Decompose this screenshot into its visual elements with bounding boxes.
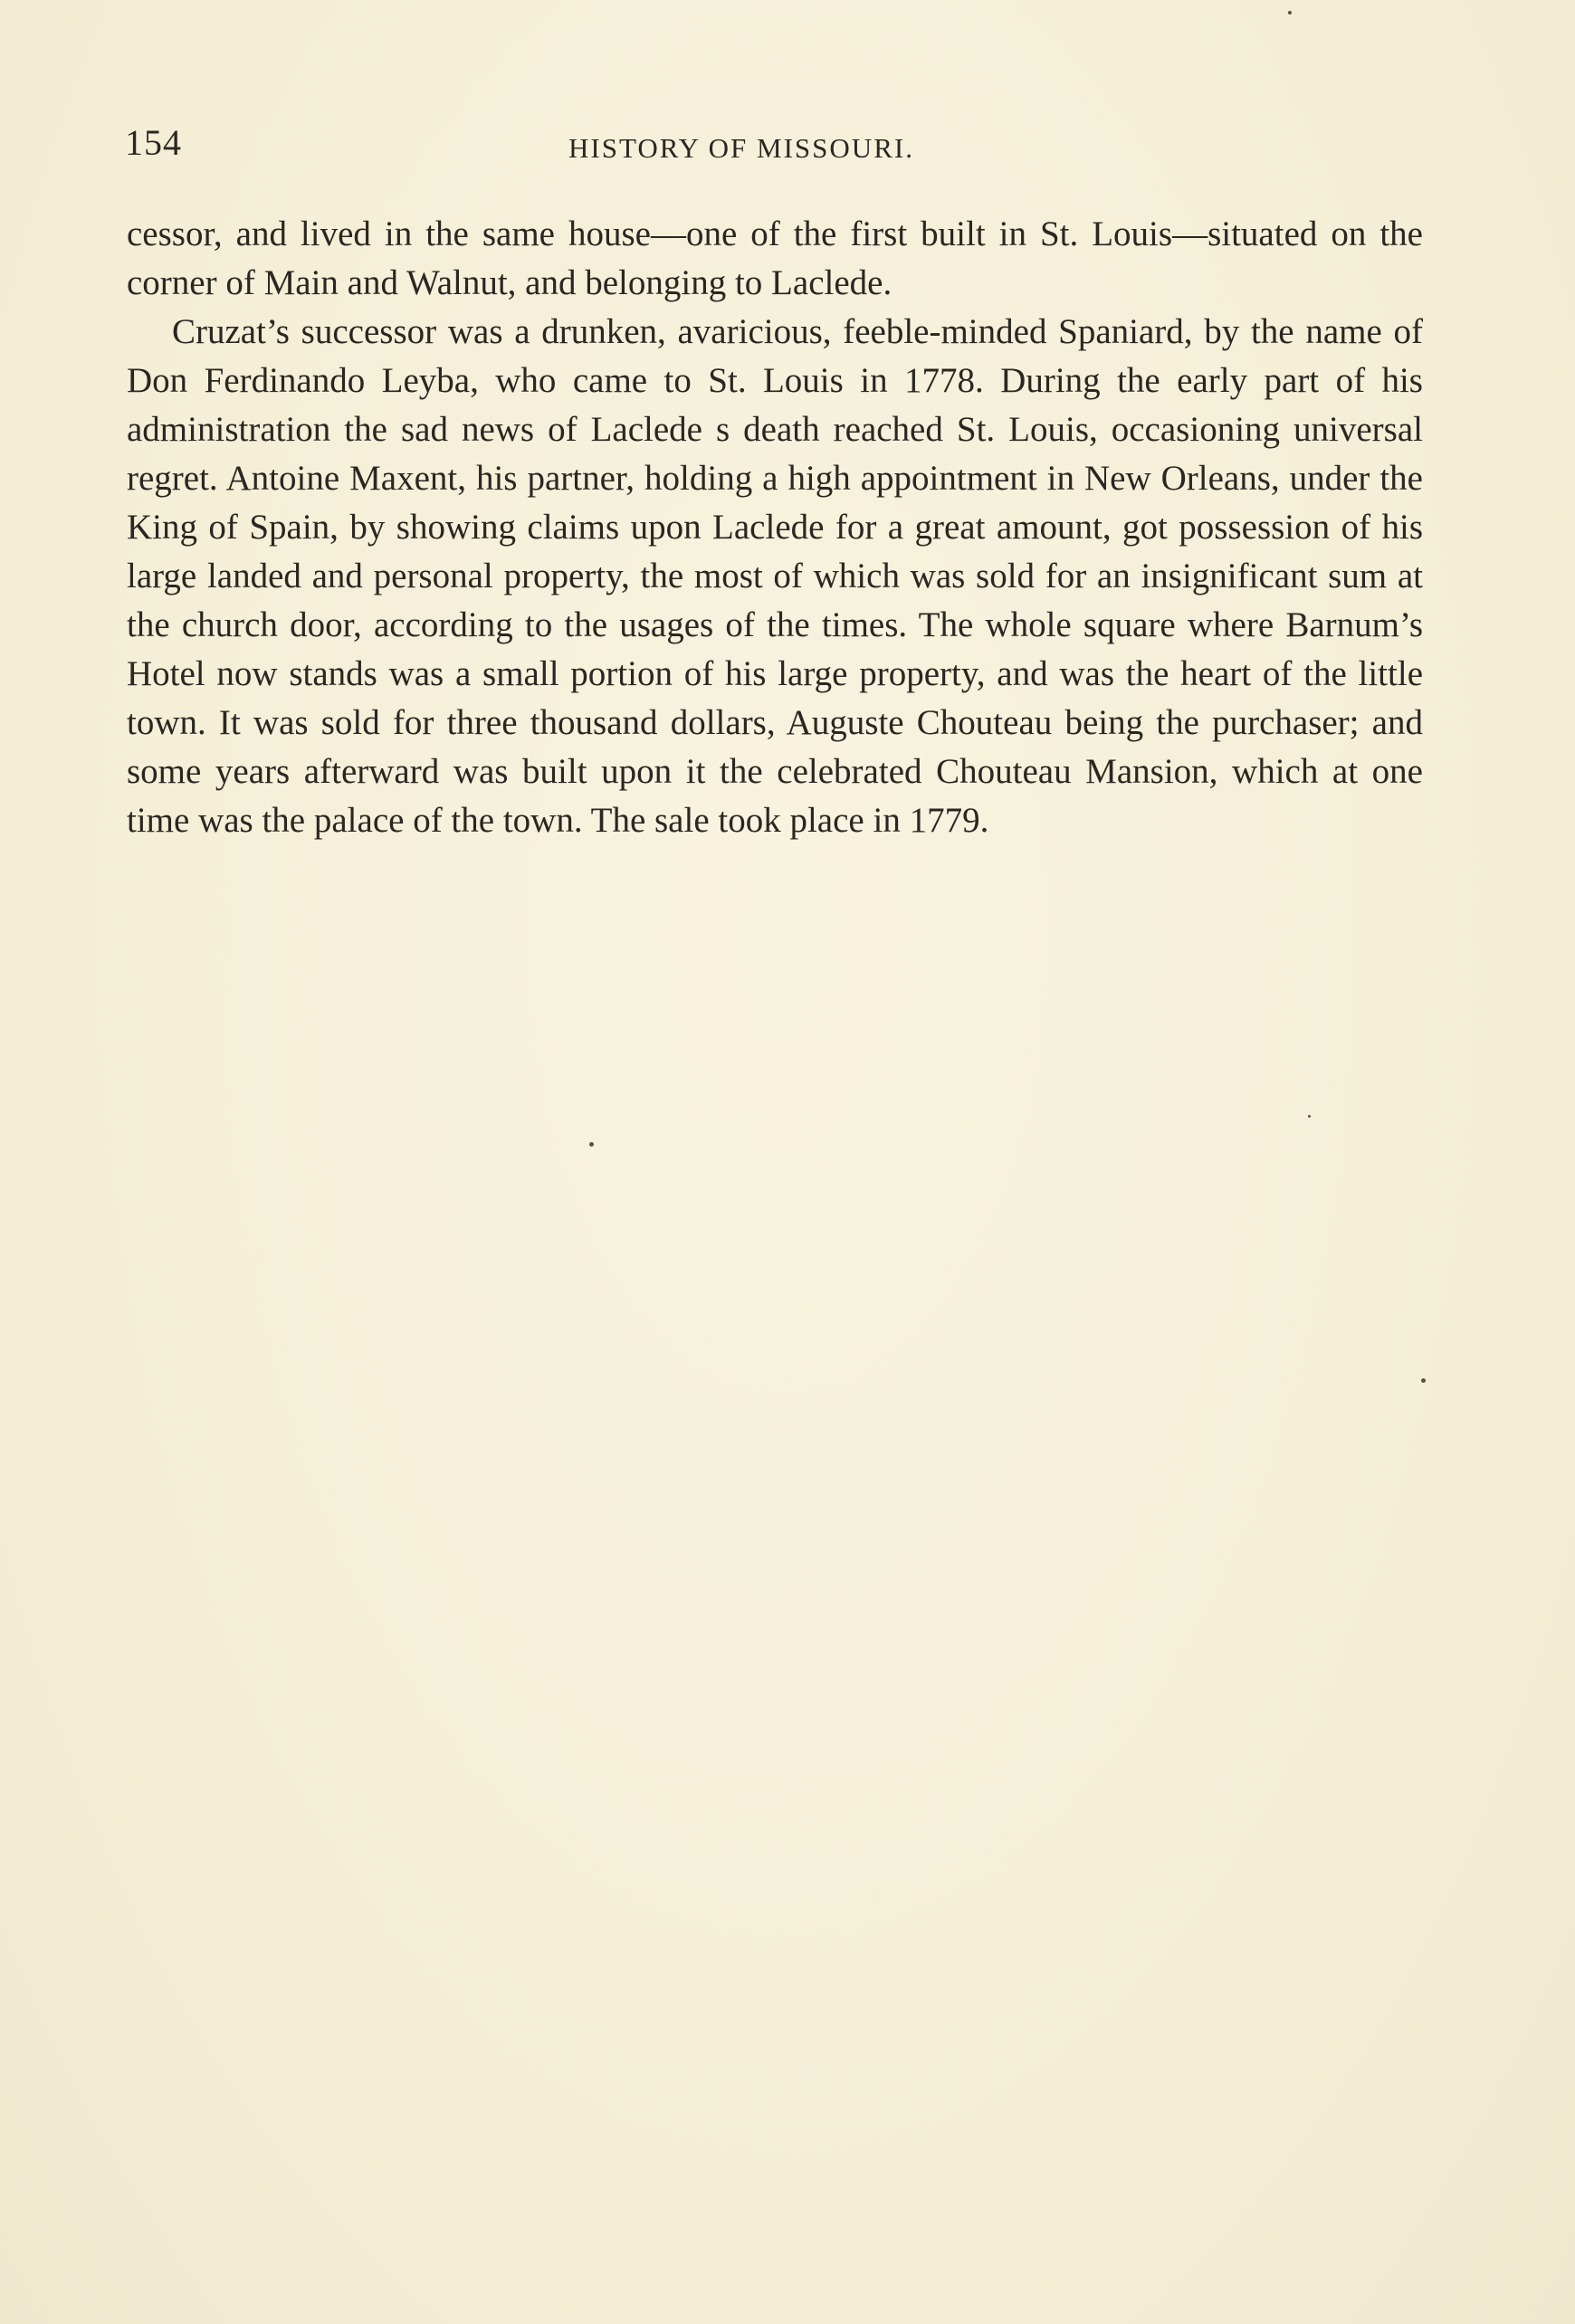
body-text xyxy=(127,210,1423,845)
paragraph-leyba: Cruzat’s successor was a drunken, avaricious, feeble-minded Spaniard, by the name of Don Ferdinando Leyba, who came to St. Louis in 1778. During the early part of his administration the sad news of Laclede s death reached St. Louis, occasioning universal regret. Antoine Maxent, his partner, holding a high appointment in New Orleans, under the King of Spain, by showing claims upon Laclede for a great amount, got possession of his large landed and personal property, the most of which was sold for an insignificant sum at the church door, according to the usages of the times. The whole square where Barnum’s Hotel now stands was a small portion of his large property, and was the heart of the little town. It was sold for three thousand dollars, Auguste Chouteau being the purchaser; and some years afterward was built upon it the celebrated Chouteau Mansion, which at one time was the palace of the town. The sale took place in 1779. xyxy=(127,312,1423,840)
paper-speck xyxy=(589,1142,594,1147)
page-header xyxy=(125,116,1428,170)
page-number: 154 xyxy=(125,122,182,163)
paragraph-continuation: cessor, and lived in the same house—one of the first built in St. Louis—situated on the corner of Main and Walnut, and belonging to Laclede. xyxy=(127,214,1423,302)
paper-speck xyxy=(1288,11,1292,14)
running-head: HISTORY OF MISSOURI. xyxy=(568,132,914,164)
paper-speck xyxy=(1308,1115,1311,1118)
paper-speck xyxy=(1421,1378,1426,1383)
